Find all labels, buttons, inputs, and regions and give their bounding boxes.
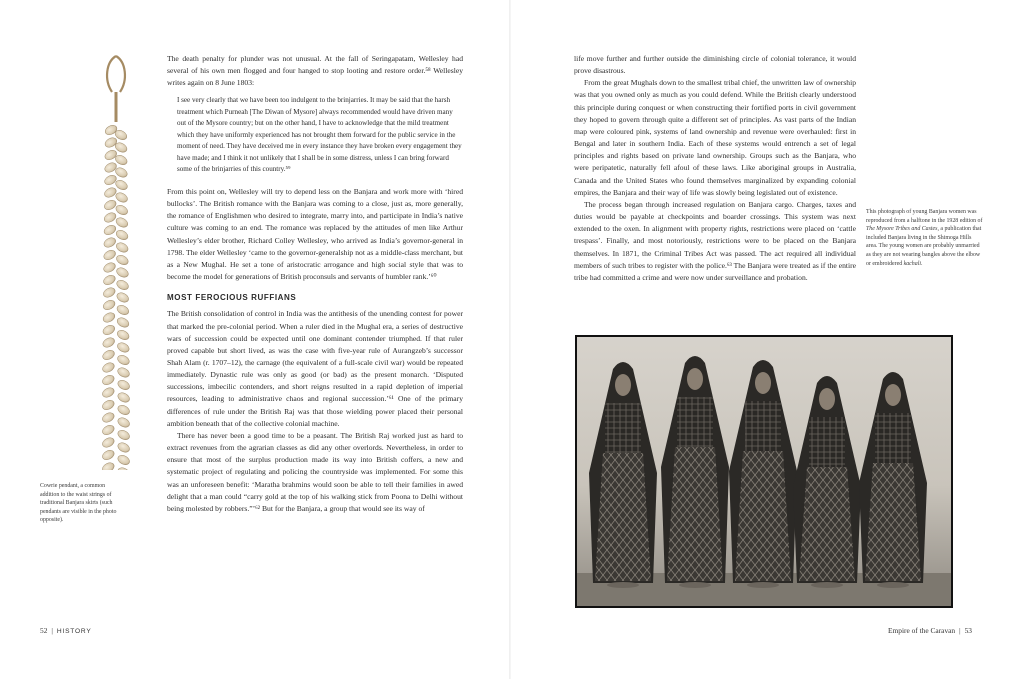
left-paragraph: The death penalty for plunder was not unusual. At the fall of Seringapatam, Wellesley had several of his own men flogged and four hanged to stop looting and restore order.⁵⁸ Wellesley writes again on 8 June 1803: (167, 54, 463, 88)
left-folio: 52 | HISTORY (40, 626, 92, 635)
right-page-body (574, 53, 856, 284)
left-page-body (167, 53, 463, 515)
section-title: HISTORY (56, 628, 92, 635)
caption-text: This photograph of young Banjara women was reproduced from a halftone in the 1928 edition of (866, 209, 983, 224)
photo-illustration (575, 335, 953, 608)
page-number: 53 (964, 626, 972, 635)
block-quote: I see very clearly that we have been too indulgent to the brinjarries. It may be said that the harsh treatment which Purneah [The Diwan of Mysore] always recommended would have driven many out of the Mysore country; but on the other hand, I have to acknowledge that the mild treatment which they have uniformly experienced has not brought them forward for the public service in the moment of need. They have deceived me in every instance they have broken every engagement they have made; and I think it not unlikely that I shall be in some distress, unless I can bring forward some of the brinjarries of this country.⁵⁹ (177, 96, 462, 174)
banjara-women-photo (575, 335, 953, 608)
right-paragraph: From the great Mughals down to the smallest tribal chief, the unwritten law of ownership was that you owned only as much as you could defend. While the British clearly understood this principle during conquest or when constructing their fortified ports in civil government they hoped to govern through quite a different set of principles. As vast parts of the Indian map were coloured pink, systems of land ownership and revenue were overhauled: first in Bengal and later in southern India. Each of these systems would entrench a set of legal principles and rights based on private land ownership. Groups such as the Banjara, who were peripatetic, naturally fell afoul of these laws. Like aboriginal groups in Australia, Canada and the United States who found themselves marginalized by expanding colonial empires, the Banjara and their way of life was slowly being legislated out of existence. (574, 78, 856, 197)
right-folio: Empire of the Caravan | 53 (888, 626, 972, 635)
caption-book-title: The Mysore Tribes and Castes (866, 226, 938, 233)
book-title: Empire of the Caravan (888, 626, 956, 635)
page-gutter (509, 0, 511, 679)
left-paragraph: From this point on, Wellesley will try to depend less on the Banjara and work more with ‘hired bullocks’. The British romance with the Banjara was coming to a close, just as, more generally, the romance of Englishmen who desired to integrate, marry into, and participate in India’s native culture was coming to an end. The romance was replaced by the attitudes of men like Arthur Wellesley’s elder brother, Richard Colley Wellesley, who arrived as India’s governor-general in 1798. The elder Wellesley ‘came to the governor-generalship not as a middle-class merchant, but as a New Mughal. He set a tone of aristocratic arrogance and high social style that was to become the model for generations of British proconsuls and servants of humbler rank.’⁶⁰ (167, 186, 463, 282)
cowrie-pendant-illustration (88, 52, 144, 470)
section-heading: MOST FEROCIOUS RUFFIANS (167, 293, 297, 303)
photo-caption (866, 208, 984, 268)
right-paragraph: life move further and further outside the diminishing circle of colonial tolerance, it would prove disastrous. (574, 54, 856, 76)
caption-text: , a publication that included Banjara living in the Shimoga Hills area. The young women are probably unmarried as they are not wearing bangles above the elbow or embroidered (866, 226, 982, 267)
right-paragraph: The process began through increased regulation on Banjara cargo. Charges, taxes and duties would be payable at checkpoints and boarder crossings. This system was next extended to the oxen. In alignment with property rights, restrictions were placed on ‘cattle trespass’. Finally, and most notoriously, restrictions were to be placed on the Banjara themselves. In 1871, the Criminal Tribes Act was passed. The act required all individual members of such tribes to register with the police.⁶³ The Banjara were treated as if the entire tribe had committed a crime and were now under surveillance and probation. (574, 199, 856, 282)
page-number: 52 (40, 626, 48, 635)
caption-text: . (920, 260, 923, 267)
left-paragraph: The British consolidation of control in India was the antithesis of the unending contest for power that marked the pre-colonial period. When a ruler died in the Mughal era, a series of destructive wars of succession could be expected until one dominant contender triumphed. If that ruler proved capable but short lived, as was the case with five-year rule of Aurangzeb’s successor Shah Alam (r. 1707–12), the carnage (the equivalent of a full-scale civil war) would be repeated immediately. Dynastic rule was only as good (or bad) as the present monarch. ‘Disputed successions, imbecilic contenders, and short reigns resulted in a rapid depletion of imperial resources, leading to administrative chaos and regional succession.’⁶¹ One of the primary differences of rule under the British Raj was that those wielding power placed their personal ambition beneath that of the collective colonial machine. (167, 309, 463, 428)
caption-term: kachali (903, 260, 921, 267)
left-paragraph: There has never been a good time to be a peasant. The British Raj worked just as hard to extract revenues from the agrarian classes as did any other overlords. Nevertheless, in order to ensure that most of the surplus production made its way into British coffers, a new and systematic project of regulating and policing the countryside was implemented. For some this was an unforeseen benefit: ‘Maratha brahmins would soon be able to tell their families in awed delight that a man could “carry gold at the top of his walking stick from Poona to Delhi without being molested by robbers.”’⁶² But for the Banjara, a group that would see its way of (167, 430, 463, 513)
pendant-caption: Cowrie pendant, a common addition to the waist strings of traditional Banjara skirts (such pendants are visible in the photo opposite). (40, 483, 117, 524)
